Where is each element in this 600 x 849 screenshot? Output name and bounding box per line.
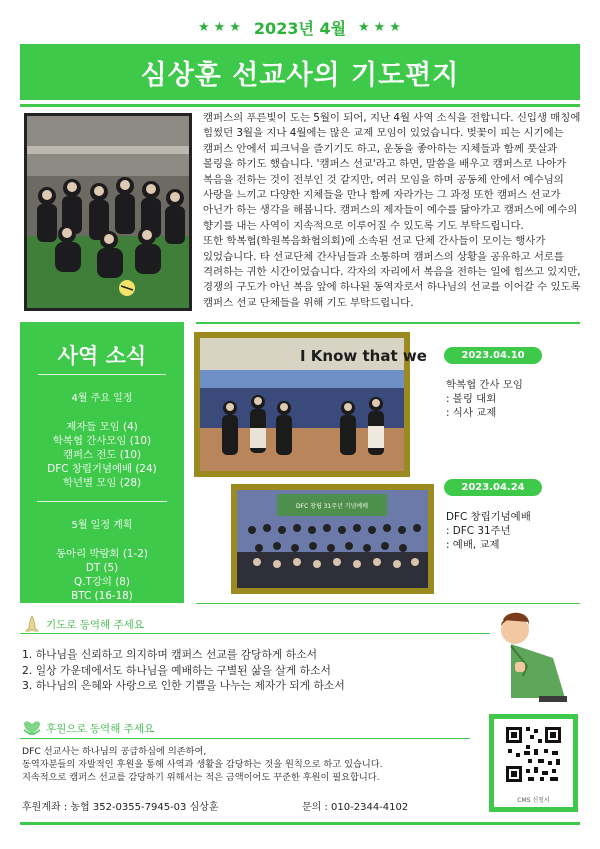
intro-paragraph-1: 캠퍼스의 푸른빛이 도는 5월이 되어, 지난 4월 사역 소식을 전합니다. 신입생 매칭에 힘썼던 3월을 지나 4월에는 많은 교제 모임이 있었습니다. 벚꽃이 피는 시기에는 캠퍼스 안에서 피크닉을 즐기기도 하고, 운동을 좋아하는 지체들과 함께 풋살과 볼링을 하기도 했습니다. '캠퍼스 선교'라고 하면, 말씀을 배우고 캠퍼스로 나아가 복음을 전하는 것이 전부인 것 같지만, 여러 모임을 하며 공동체 안에서 예수님의 사랑을 느끼고 다양한 지체들을 만나 함께 자라가는 그 과정 또한 캠퍼스 선교가 아닌가 하는 생각을 해봅니다. 캠퍼스의 제자들이 예수를 닮아가고 캠퍼스에 예수의 향기를 내는 사역이 지속적으로 이루어질 수 있도록 기도 부탁드립니다. [203, 112, 581, 232]
support-line: 지속적으로 캠퍼스 선교를 감당하기 위해서는 적은 금액이어도 꾸준한 후원이 필요합니다. [22, 772, 380, 783]
list-item: 제자들 모임 (4) [66, 421, 138, 433]
anniversary-banner-text: DFC 창립 31주년 기념예배 [296, 503, 368, 510]
list-item: 캠퍼스 전도 (10) [62, 449, 142, 461]
event-date-badge: 2023.04.10 [444, 347, 542, 364]
event-date-badge: 2023.04.24 [444, 479, 542, 496]
event-detail: : DFC 31주년 [446, 525, 511, 537]
event-detail: : 볼링 대회 [446, 393, 497, 405]
heart-hands-icon [22, 718, 42, 738]
ministry-news-title: 사역 소식 [57, 344, 147, 368]
anniversary-group-photo [231, 484, 434, 594]
divider [196, 603, 580, 604]
divider [20, 633, 490, 634]
qr-code[interactable] [494, 719, 573, 807]
list-item: 1. 하나님을 신뢰하고 의지하며 캠퍼스 선교를 감당하게 하소서 [22, 648, 318, 661]
support-line: DFC 선교사는 하나님의 공급하심에 의존하여, [22, 746, 207, 757]
prayer-list [22, 647, 345, 694]
list-item: 3. 하나님의 은혜와 사랑으로 인한 기쁨을 나누는 제자가 되게 하소서 [22, 679, 345, 692]
prayer-heading [22, 614, 144, 634]
futsal-photo-illustration [27, 116, 189, 308]
april-schedule-heading: 4월 주요 일정 [71, 393, 133, 404]
event-description [446, 378, 523, 420]
intro-text [203, 111, 583, 311]
prayer-heading-text: 기도로 동역해 주세요 [46, 618, 144, 631]
divider [20, 104, 580, 107]
april-schedule-list [20, 420, 184, 490]
qr-code-icon [494, 719, 573, 795]
qr-label: CMS 신청서 [517, 797, 550, 804]
may-schedule-list [20, 547, 184, 603]
bank-account: 후원계좌 : 농협 352-0355-7945-03 심상훈 [22, 802, 219, 813]
praying-hands-icon [22, 614, 42, 634]
star-decoration-right: ★★★ [358, 20, 405, 35]
anniversary-photo-illustration [237, 490, 428, 588]
star-decoration-left: ★★★ [198, 20, 245, 35]
may-schedule-heading: 5월 일정 계획 [71, 520, 133, 531]
list-item: Q.T강의 (8) [74, 576, 130, 588]
title-banner [20, 44, 580, 100]
support-heading-text: 후원으로 동역해 주세요 [46, 722, 155, 735]
support-text [22, 745, 383, 784]
divider [38, 374, 166, 375]
event-title: DFC 창립기념예배 [446, 511, 531, 523]
list-item: BTC (16-18) [71, 590, 133, 602]
contact-number: 문의 : 010-2344-4102 [302, 802, 409, 813]
support-line: 동역자분들의 자발적인 후원을 통해 사역과 생활을 감당하는 것을 원칙으로 하고 있습니다. [22, 759, 383, 770]
bowling-photo [194, 332, 427, 477]
event-title: 학복협 간사 모임 [446, 379, 523, 391]
support-heading [22, 718, 154, 738]
divider [20, 738, 470, 739]
list-item: DFC 창립기념예배 (24) [47, 463, 157, 475]
divider [196, 322, 580, 324]
divider [20, 822, 580, 825]
divider [37, 501, 167, 502]
letter-date: 2023년 4월 [253, 19, 347, 38]
bowling-photo-image [200, 338, 427, 471]
bowling-photo-illustration [200, 338, 427, 471]
intro-paragraph-2: 또한 학복협(학원복음화협의회)에 소속된 선교 단체 간사들이 모이는 행사가 있었습니다. 타 선교단체 간사님들과 소통하며 캠퍼스의 상황을 공유하고 서로를 격려하는 귀한 시간이었습니다. 각자의 자리에서 복음을 전하는 일에 힘쓰고 있지만, 경쟁의 구도가 아닌 복음 앞에 하나된 동역자로서 하나님의 선교를 이어갈 수 있도록 캠퍼스 선교 단체들을 위해 기도 부탁드립니다. [203, 235, 581, 309]
list-item: 동아리 박람회 (1-2) [56, 548, 148, 560]
event-detail: : 식사 교제 [446, 407, 497, 419]
event-detail: : 예배, 교제 [446, 539, 500, 551]
ministry-news-panel [20, 322, 184, 603]
list-item: 2. 일상 가운데에서도 하나님을 예배하는 구별된 삶을 살게 하소서 [22, 663, 331, 677]
bowling-banner-text: I Know that we [300, 347, 427, 365]
qr-code-frame [489, 714, 578, 812]
anniversary-photo-image [237, 490, 428, 588]
list-item: DT (5) [85, 562, 119, 574]
praying-man-illustration [493, 606, 571, 704]
event-description [446, 510, 531, 552]
letter-title: 심상훈 선교사의 기도편지 [140, 59, 460, 91]
list-item: 학복협 간사모임 (10) [52, 435, 152, 447]
futsal-team-photo [24, 113, 192, 311]
list-item: 학년별 모임 (28) [62, 477, 142, 489]
